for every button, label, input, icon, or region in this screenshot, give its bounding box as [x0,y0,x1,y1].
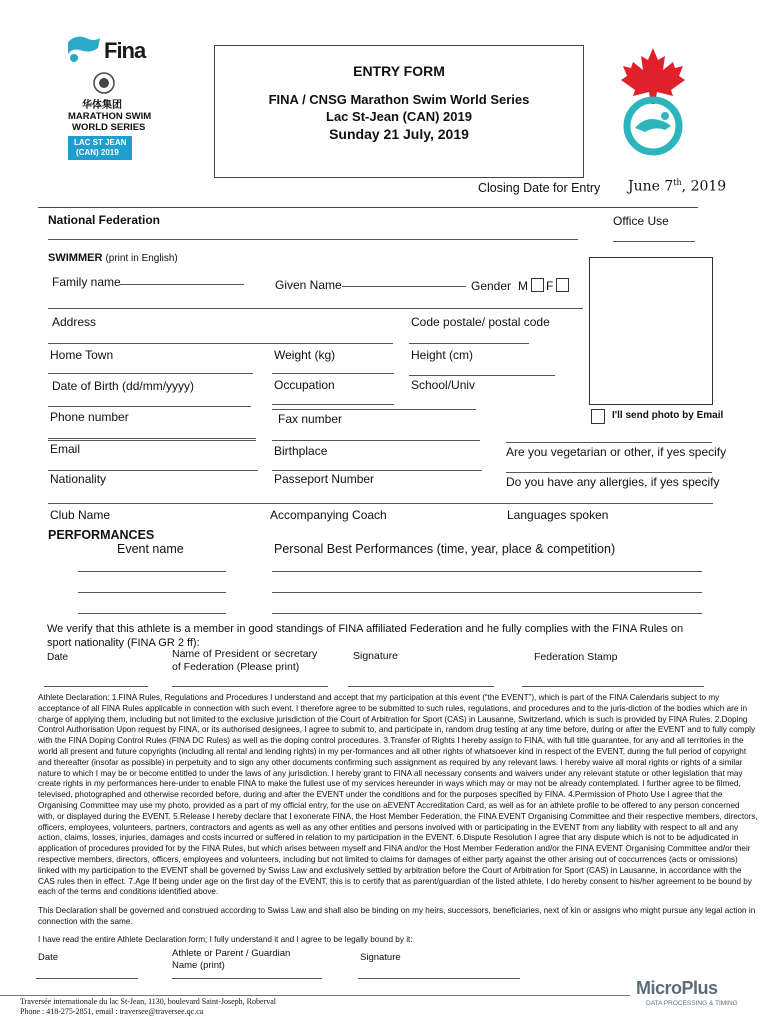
header-box [214,45,584,178]
parent-label-line2: Name (print) [172,960,225,971]
nationality-input[interactable] [48,454,258,471]
footer-address: Traversée internationale du lac St-Jean, 1130, boulevard Saint-Joseph, Roberval [20,997,277,1006]
coach-label: Accompanying Coach [270,508,387,522]
read-confirmation-text: I have read the entire Athlete Declaration form; I fully understand it and I agree to be legally bound by it: [38,935,413,944]
given-name-label: Given Name [275,278,342,292]
closing-date-value [628,178,726,195]
photo-email-checkbox[interactable] [591,409,605,424]
verify-statement: We verify that this athlete is a member in good standings of FINA affiliated Federation and he fully complies with the FINA Rules on sport nationality (FINA GR 2 ff): [47,623,684,649]
parent-name-input[interactable] [172,962,322,979]
microplus-tag: DATA PROCESSING & TIMING [646,1000,738,1007]
logo-location-badge [68,136,132,160]
governing-law-text: This Declaration shall be governed and construed according to Swiss Law and shall also be binding on my heirs, successors, beneficiaries, next of kin or assigns who might pursue any legal action in connection with the same. [38,906,756,926]
closing-date-main: June 7 [628,178,674,195]
form-title: ENTRY FORM [353,63,445,79]
family-name-label: Family name [52,275,121,289]
athlete-date-label: Date [38,952,59,963]
event-name-input-1[interactable] [78,555,226,572]
logo-chinese-text: 华体集团 [82,100,122,111]
postal-code-label: Code postale/ postal code [411,315,550,329]
dob-input[interactable] [48,390,251,407]
athlete-declaration: Athlete Declaration: 1.FINA Rules, Regulations and Procedures I understand and accept that my participation at this event (“the EVENT”), which is part of the FINA Calendaris subject to my acceptance of all FINA Rules applicable in connection with such event. I therefore agree to be submitted to such rules, regulations, and procedures and to the juris-diction of the bodies which are in charge of applying them, including but not limited to the exclusive jurisdiction of the Court of Arbitration for Sport (CAS) in Lausanne, Switzerland, which is such is provided by FINA Rules. 2.Doping Control Authorisation Upon request by FINA, or its authorised designees, I agree to submit to, and participate in, random drug testing at any time before, during or after the EVENT and to fully comply with the FINA Doping Control Rules (FINA DC Rules) as well as the doping control procedures. 3.Transfer of Rights I hereby assign to FINA, with full title guarantee, for any and all territories in the world all present and future copyrights (including all rental and lending rights) in my per-formances and all other rights of whatsoever kind in respect of the EVENT, during the full period of copyright and thereafter (insofar as possible) in perpetuity and to sign any other documents confirming such assignment as required by any relevant laws. I hereby waive all moral rights or rights of a similar nature to which I may be or become entitled to under the laws of any jurisdiction. I hereby grant to FINA all necessary consents and waivers under any relevant statute or other legislation that may create rights in my performances here-under to enable FINA to make the fullest use of my services hereunder in ways which may or may not be already contemplated. I further agree to be filmed, televised, photographed and otherwise recorded before, during and after the EVENT under the conditions and for the purposes specified by FINA. 4.Permission of Photo Use I agree that the Organising Committee may use my photo, provided as a part of my official entry, for the use on aEVENT Accreditation Card, as well as for an athlete profile to be offered to any person concerned with, or displayed during the EVENT. 5.Release I hereby declare that I exonerate FINA, the Host Member Federation, the FINA EVENT Organising Committee and their respective members, directors, officers, employees, volunteers, partners, contractors and agents as well as any other entities and persons involved with or participating in the EVENT from any liability with respect to all and any action, claims, losses, injuries, damages and costs incurred or suffered in relation to my participation in the EVENT. 6.Dispute Resolution I agree that any dispute which is not to be adjudicated in application of procedures provided for by the FINA Rules, but which arises between myself and FINA and/or the Host Member Federation and/or the FINA EVENT Organising Committee and/or their respective members, directors, officers, employees and volunteers, including but not limited to claims for damages of either party against the other arising out of coccurrences (acts or omissions) linked with my participation to the EVENT shall be governed by Swiss Law and exclusively settled by arbitration before the Court of Arbitration for Sport (CAS) in Lausanne, in accordance with the CAS rules then in effect. 7.Age If being under age on the first day of the EVENT, this is to certify that as parent/guardian of the listed athlete, I do hereby consent to his/her agreement to be bound by each of the terms and conditions identified above. [38,693,758,897]
personal-best-label: Personal Best Performances (time, year, place & competition) [274,542,616,556]
fina-swimmer-icon [66,34,102,64]
email-input[interactable] [48,424,256,441]
weight-input[interactable] [272,357,394,374]
family-name-input[interactable] [120,268,244,285]
series-logo-emblem [86,72,122,94]
athlete-signature-input[interactable] [358,962,520,979]
address-label: Address [52,315,97,329]
national-federation-input[interactable] [48,223,578,240]
gender-male-checkbox[interactable] [531,278,544,292]
photo-email-label: I'll send photo by Email [612,410,724,421]
dob-label: Date of Birth (dd/mm/yyyy) [52,379,195,393]
height-label: Height (cm) [411,348,474,362]
logo-series-line2: WORLD SERIES [72,122,146,133]
event-series: FINA / CNSG Marathon Swim World Series [268,92,530,107]
performances-title: PERFORMANCES [48,528,155,542]
badge-line1: LAC ST JEAN [74,138,127,147]
home-town-input[interactable] [48,357,253,374]
postal-code-input[interactable] [409,327,529,344]
swimmer-heading [48,252,178,264]
swimmer-note: (print in English) [105,253,178,264]
club-name-label: Club Name [50,508,111,522]
event-name-input-3[interactable] [78,597,226,614]
school-label: School/Univ [411,378,476,392]
vegetarian-label: Are you vegetarian or other, if yes specify [506,445,727,459]
occupation-label: Occupation [274,378,335,392]
address-top-rule [48,308,583,309]
footer-contact: Phone : 418-275-2851, email : traversee@traversee.qc.ca [20,1007,204,1016]
gender-female-label: F [546,279,554,293]
federation-stamp-input[interactable] [522,670,704,687]
verify-signature-label: Signature [353,650,398,662]
fina-logo [66,34,156,64]
lac-st-jean-emblem [615,46,691,156]
gender-male-label: M [518,279,528,293]
allergies-label: Do you have any allergies, if yes specify [506,475,720,489]
athlete-signature-label: Signature [360,952,401,963]
nationality-bottom-rule [48,503,713,504]
verify-date-input[interactable] [44,670,148,687]
microplus-logo [632,978,742,1014]
passport-input[interactable] [272,454,482,471]
fina-brand: Fina [104,38,146,63]
maple-leaf-swimmer-icon [615,46,691,156]
birthplace-input[interactable] [272,424,480,441]
fax-label: Fax number [278,412,343,426]
event-name-input-2[interactable] [78,576,226,593]
allergies-input[interactable] [506,456,712,473]
photo-box[interactable] [589,257,713,405]
federation-stamp-label: Federation Stamp [534,651,618,663]
badge-line2: (CAN) 2019 [76,148,119,157]
gender-female-checkbox[interactable] [556,278,569,292]
languages-label: Languages spoken [507,508,609,522]
event-name-label: Event name [117,542,184,556]
office-use-input[interactable] [613,225,695,242]
national-federation-label: National Federation [48,213,161,227]
swimmer-title: SWIMMER [48,252,103,264]
office-use-label: Office Use [613,214,669,228]
fax-input[interactable] [272,393,476,410]
personal-best-input-2[interactable] [272,576,702,593]
address-input[interactable] [48,327,393,344]
gender-label: Gender [471,279,512,293]
athlete-date-input[interactable] [36,962,138,979]
president-label-line2: of Federation (Please print) [172,661,300,673]
closing-date-sup: th [673,178,682,187]
closing-rule [38,207,698,208]
event-date: Sunday 21 July, 2019 [329,126,469,142]
phone-label: Phone number [50,410,129,424]
nationality-label: Nationality [50,472,107,486]
given-name-input[interactable] [342,270,466,287]
personal-best-input-3[interactable] [272,597,702,614]
verify-date-label: Date [47,652,69,663]
footer-rule [0,995,630,996]
height-input[interactable] [409,359,555,376]
microplus-name: MicroPlus [636,978,718,998]
personal-best-input-1[interactable] [272,555,702,572]
closing-date-label: Closing Date for Entry [478,181,601,195]
logo-series-line1: MARATHON SWIM [68,111,152,122]
president-label-line1: Name of President or secretary [172,648,318,660]
home-town-label: Home Town [50,348,114,362]
passport-label: Passeport Number [274,472,375,486]
president-name-input[interactable] [172,670,328,687]
verify-signature-input[interactable] [348,670,494,687]
parent-label-line1: Athlete or Parent / Guardian [172,948,291,959]
vegetarian-input[interactable] [506,426,712,443]
closing-date-year: , 2019 [681,178,727,195]
birthplace-label: Birthplace [274,444,328,458]
weight-label: Weight (kg) [274,348,336,362]
event-location: Lac St-Jean (CAN) 2019 [326,109,472,124]
email-label: Email [50,442,81,456]
